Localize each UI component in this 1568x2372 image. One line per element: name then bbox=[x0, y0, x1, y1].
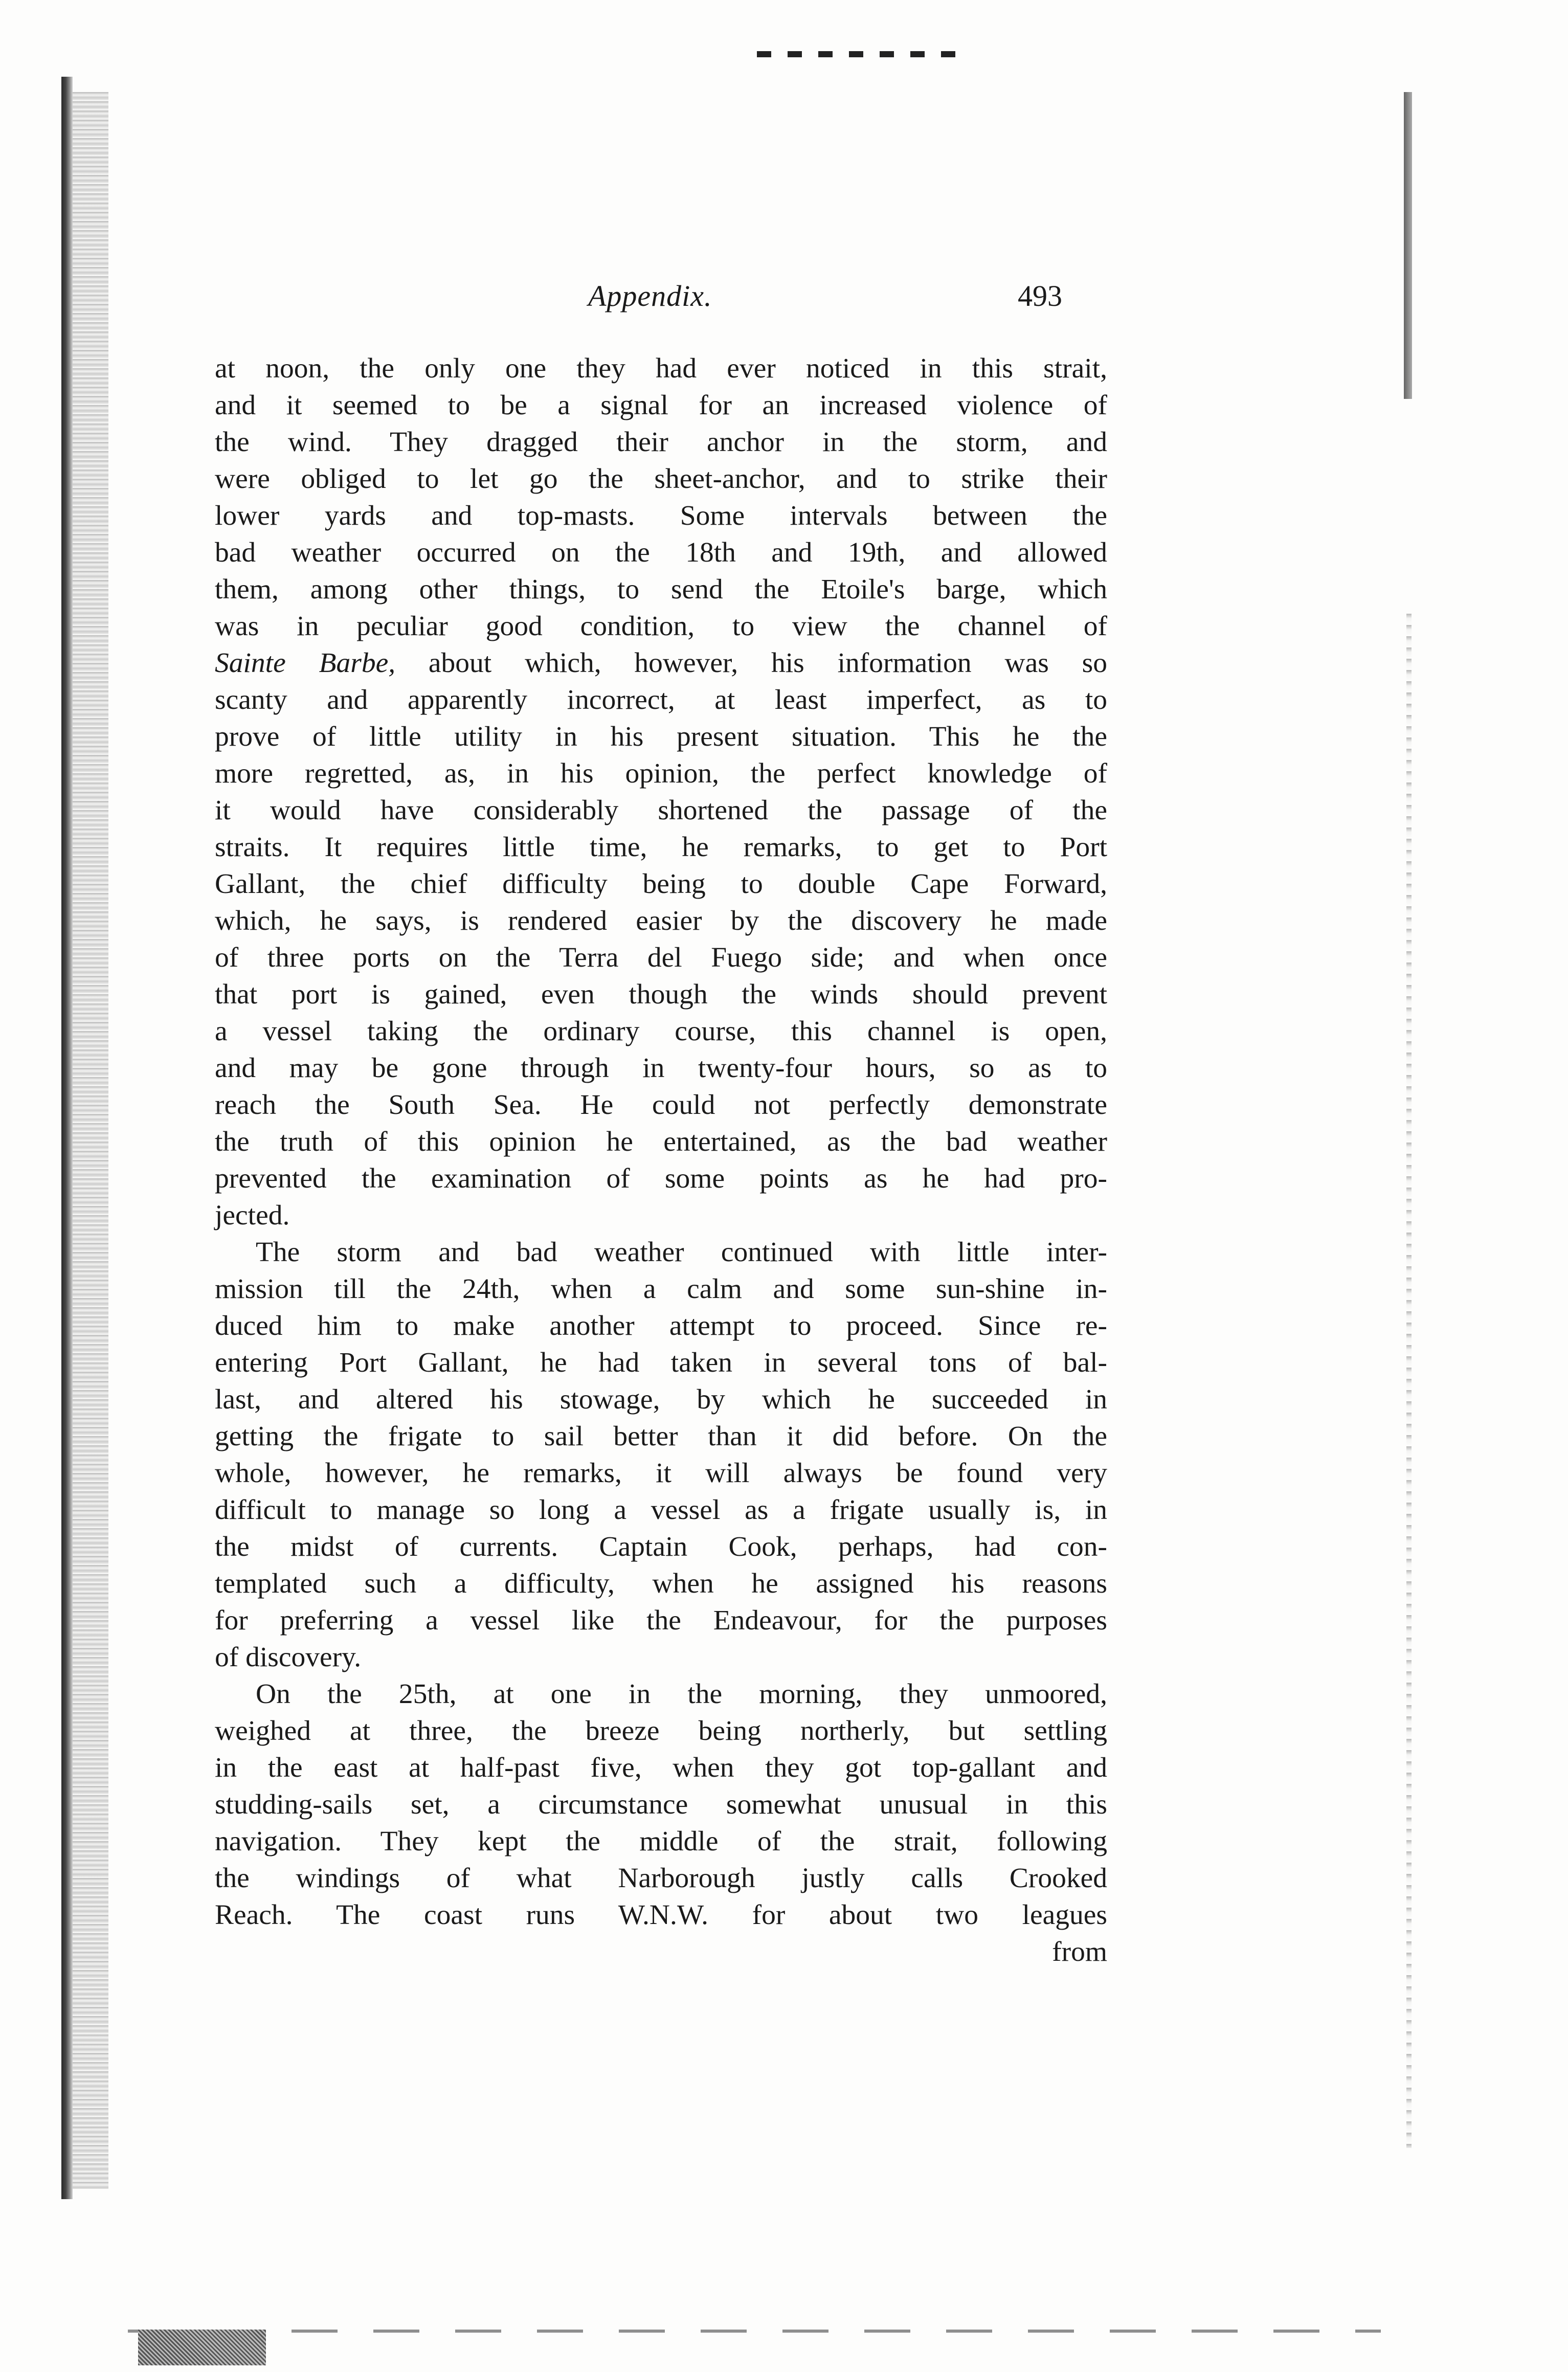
body-text bbox=[215, 350, 1107, 1971]
text-line: jected. bbox=[215, 1200, 290, 1231]
binding-shadow-right bbox=[1404, 92, 1412, 399]
paragraph-start-line: The storm and bad weather continued with little inter- bbox=[256, 1237, 1107, 1268]
text-line: at noon, the only one they had ever noticed in this strait, bbox=[215, 353, 1107, 384]
text-line: more regretted, as, in his opinion, the perfect knowledge of bbox=[215, 758, 1107, 789]
text-line: and it seemed to be a signal for an increased violence of bbox=[215, 390, 1107, 421]
text-line: was in peculiar good condition, to view the channel of bbox=[215, 611, 1107, 642]
text-line: last, and altered his stowage, by which he succeeded in bbox=[215, 1384, 1107, 1415]
text-line-rest: about which, however, his information was so bbox=[395, 647, 1107, 679]
text-line: the truth of this opinion he entertained, as the bad weather bbox=[215, 1126, 1107, 1157]
text-line: were obliged to let go the sheet-anchor, and to strike their bbox=[215, 463, 1107, 495]
text-line: getting the frigate to sail better than it did before. On the bbox=[215, 1421, 1107, 1452]
text-line: which, he says, is rendered easier by the discovery he made bbox=[215, 905, 1107, 936]
text-line: for preferring a vessel like the Endeavour, for the purposes bbox=[215, 1605, 1107, 1636]
text-line: Reach. The coast runs W.N.W. for about two leagues bbox=[215, 1899, 1107, 1931]
text-line: lower yards and top-masts. Some intervals between the bbox=[215, 500, 1107, 531]
text-line: it would have considerably shortened the passage of the bbox=[215, 795, 1107, 826]
running-head: Appendix. bbox=[588, 279, 712, 312]
text-line: difficult to manage so long a vessel as a frigate usually is, in bbox=[215, 1494, 1107, 1526]
text-line: in the east at half-past five, when they got top-gallant and bbox=[215, 1752, 1107, 1783]
text-line: that port is gained, even though the winds should prevent bbox=[215, 979, 1107, 1010]
text-line: the midst of currents. Captain Cook, perhaps, had con- bbox=[215, 1531, 1107, 1562]
binding-texture-left bbox=[73, 92, 108, 2189]
text-line: a vessel taking the ordinary course, this channel is open, bbox=[215, 1016, 1107, 1047]
text-line: reach the South Sea. He could not perfectly demonstrate bbox=[215, 1089, 1107, 1121]
text-line: of discovery. bbox=[215, 1642, 362, 1673]
page-header bbox=[215, 279, 1135, 320]
text-line: templated such a difficulty, when he assigned his reasons bbox=[215, 1568, 1107, 1599]
text-line: navigation. They kept the middle of the strait, following bbox=[215, 1826, 1107, 1857]
text-line-with-italic bbox=[215, 645, 1107, 682]
text-line: the wind. They dragged their anchor in the storm, and bbox=[215, 427, 1107, 458]
text-line: duced him to make another attempt to proceed. Since re- bbox=[215, 1310, 1107, 1341]
text-line: scanty and apparently incorrect, at least imperfect, as to bbox=[215, 684, 1107, 715]
scan-artifact-bottom bbox=[128, 2330, 1381, 2333]
catchword: from bbox=[1052, 1936, 1107, 1967]
text-line: prevented the examination of some points as he had pro- bbox=[215, 1163, 1107, 1194]
text-line: mission till the 24th, when a calm and some sun-shine in- bbox=[215, 1273, 1107, 1305]
text-line: and may be gone through in twenty-four hours, so as to bbox=[215, 1053, 1107, 1084]
binding-texture-right bbox=[1406, 614, 1412, 2148]
text-line: whole, however, he remarks, it will always be found very bbox=[215, 1458, 1107, 1489]
text-line: weighed at three, the breeze being northerly, but settling bbox=[215, 1715, 1107, 1747]
text-line: of three ports on the Terra del Fuego side; and when once bbox=[215, 942, 1107, 973]
scan-artifact-corner bbox=[138, 2330, 266, 2365]
text-line: entering Port Gallant, he had taken in several tons of bal- bbox=[215, 1347, 1107, 1378]
text-line: bad weather occurred on the 18th and 19th, and allowed bbox=[215, 537, 1107, 568]
paragraph-start-line: On the 25th, at one in the morning, they unmoored, bbox=[256, 1679, 1107, 1710]
text-line: them, among other things, to send the Etoile's barge, which bbox=[215, 574, 1107, 605]
text-line: the windings of what Narborough justly calls Crooked bbox=[215, 1863, 1107, 1894]
text-line: prove of little utility in his present situation. This he the bbox=[215, 721, 1107, 752]
binding-shadow-left bbox=[61, 77, 73, 2199]
text-line: studding-sails set, a circumstance somewhat unusual in this bbox=[215, 1789, 1107, 1820]
page-number: 493 bbox=[1018, 279, 1062, 312]
scan-artifact-top bbox=[757, 51, 961, 57]
text-line: Gallant, the chief difficulty being to double Cape Forward, bbox=[215, 868, 1107, 900]
text-line: straits. It requires little time, he remarks, to get to Port bbox=[215, 832, 1107, 863]
italic-place-name: Sainte Barbe, bbox=[215, 647, 396, 679]
